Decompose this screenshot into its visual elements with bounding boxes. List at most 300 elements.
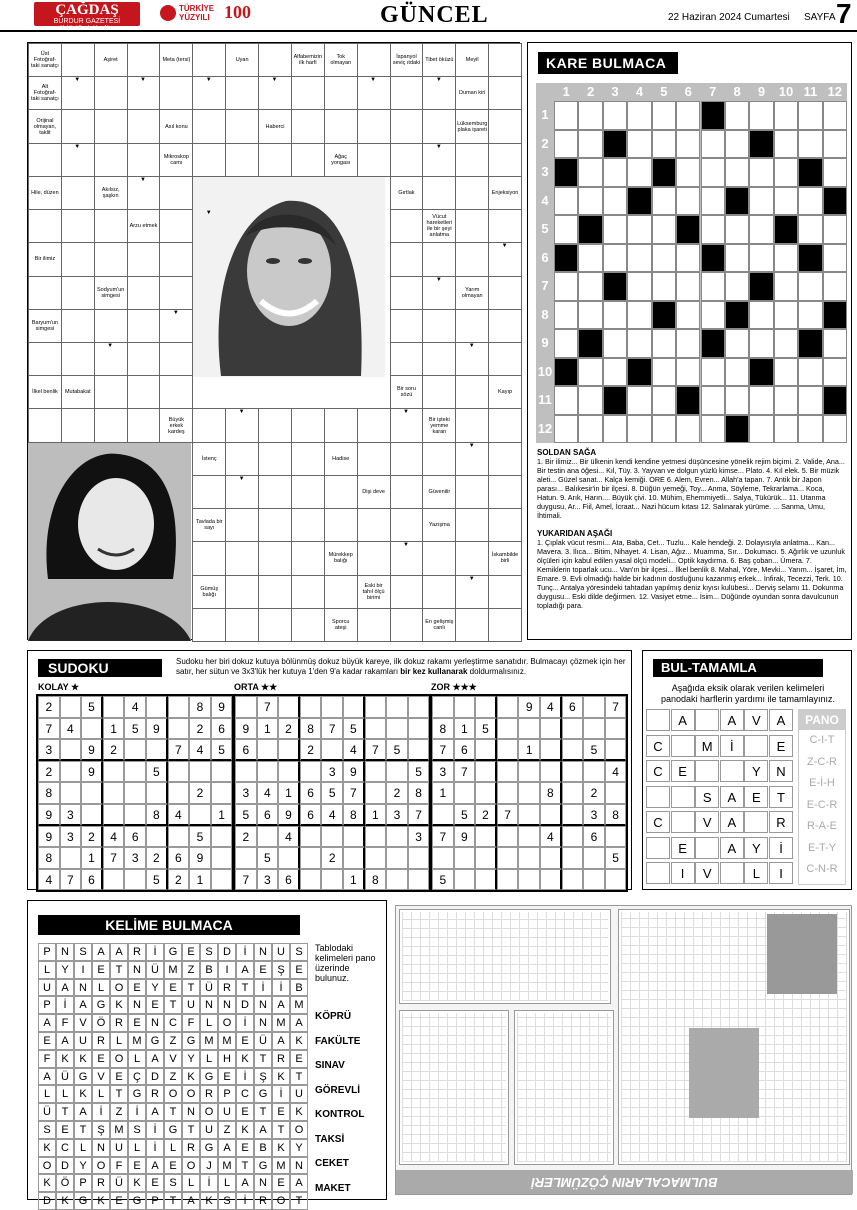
crossword-cell[interactable] bbox=[225, 76, 259, 110]
sudoku-cell[interactable] bbox=[408, 847, 430, 869]
sudoku-cell[interactable] bbox=[540, 869, 562, 891]
word-search-letter[interactable]: D bbox=[218, 943, 236, 961]
word-search-letter[interactable]: L bbox=[182, 1174, 200, 1192]
word-search-letter[interactable]: Y bbox=[56, 961, 74, 979]
bul-cell[interactable] bbox=[671, 811, 695, 833]
kare-cell[interactable] bbox=[725, 101, 749, 130]
crossword-cell[interactable] bbox=[28, 209, 62, 243]
kare-cell[interactable] bbox=[701, 301, 725, 330]
word-search-letter[interactable]: U bbox=[272, 943, 290, 961]
sudoku-cell[interactable] bbox=[562, 804, 584, 826]
sudoku-cell[interactable] bbox=[386, 826, 408, 848]
word-search-letter[interactable]: İ bbox=[236, 1014, 254, 1032]
crossword-cell[interactable] bbox=[455, 408, 489, 442]
sudoku-cell[interactable] bbox=[454, 869, 476, 891]
sudoku-cell[interactable] bbox=[146, 782, 168, 804]
crossword-cell[interactable] bbox=[94, 109, 128, 143]
kare-cell[interactable] bbox=[554, 187, 578, 216]
crossword-cell[interactable] bbox=[455, 541, 489, 575]
sudoku-cell[interactable] bbox=[583, 718, 605, 740]
word-search-letter[interactable]: G bbox=[254, 1157, 272, 1175]
sudoku-cell[interactable] bbox=[562, 826, 584, 848]
sudoku-cell[interactable] bbox=[103, 782, 125, 804]
crossword-cell[interactable] bbox=[455, 508, 489, 542]
word-search-letter[interactable]: L bbox=[38, 961, 56, 979]
word-search-letter[interactable]: P bbox=[38, 996, 56, 1014]
sudoku-cell[interactable] bbox=[321, 869, 343, 891]
kare-cell[interactable] bbox=[652, 215, 676, 244]
word-search-letter[interactable]: G bbox=[200, 1139, 218, 1157]
sudoku-cell[interactable] bbox=[605, 739, 627, 761]
sudoku-cell[interactable] bbox=[475, 847, 497, 869]
word-search-letter[interactable]: O bbox=[200, 1103, 218, 1121]
sudoku-cell[interactable] bbox=[605, 869, 627, 891]
crossword-cell[interactable] bbox=[422, 375, 456, 409]
word-search-letter[interactable]: L bbox=[128, 1139, 146, 1157]
newspaper-logo[interactable] bbox=[34, 2, 140, 31]
word-search-letter[interactable]: R bbox=[128, 943, 146, 961]
crossword-cell[interactable] bbox=[258, 408, 292, 442]
word-search-letter[interactable]: P bbox=[146, 1192, 164, 1210]
kare-cell[interactable] bbox=[823, 244, 847, 273]
kare-cell[interactable] bbox=[749, 386, 773, 415]
sudoku-cell[interactable] bbox=[562, 761, 584, 783]
word-search-letter[interactable]: S bbox=[74, 943, 92, 961]
sudoku-cell[interactable] bbox=[386, 718, 408, 740]
sudoku-cell[interactable] bbox=[211, 826, 233, 848]
word-search-letter[interactable]: M bbox=[110, 1121, 128, 1139]
sudoku-cell[interactable] bbox=[81, 782, 103, 804]
sudoku-cell[interactable] bbox=[60, 782, 82, 804]
crossword-cell[interactable] bbox=[159, 76, 193, 110]
crossword-cell[interactable] bbox=[94, 209, 128, 243]
sudoku-cell[interactable] bbox=[475, 782, 497, 804]
crossword-cell[interactable] bbox=[61, 276, 95, 310]
word-search-letter[interactable]: B bbox=[200, 961, 218, 979]
word-search-letter[interactable]: B bbox=[290, 979, 308, 997]
sudoku-cell[interactable] bbox=[518, 869, 540, 891]
kare-cell[interactable] bbox=[749, 415, 773, 444]
crossword-cell[interactable] bbox=[159, 276, 193, 310]
sudoku-cell[interactable] bbox=[343, 826, 365, 848]
crossword-cell[interactable] bbox=[422, 541, 456, 575]
word-search-letter[interactable]: D bbox=[236, 996, 254, 1014]
sudoku-cell[interactable] bbox=[168, 826, 190, 848]
crossword-cell[interactable] bbox=[61, 209, 95, 243]
word-search-letter[interactable]: Ü bbox=[38, 1103, 56, 1121]
crossword-cell[interactable] bbox=[455, 475, 489, 509]
bul-cell[interactable] bbox=[646, 786, 670, 808]
kare-cell[interactable] bbox=[652, 244, 676, 273]
crossword-cell[interactable] bbox=[28, 342, 62, 376]
kare-cell[interactable] bbox=[749, 187, 773, 216]
kare-cell[interactable] bbox=[578, 158, 602, 187]
word-search-letter[interactable]: M bbox=[164, 961, 182, 979]
sudoku-cell[interactable] bbox=[365, 847, 387, 869]
word-search-letter[interactable]: N bbox=[254, 1174, 272, 1192]
crossword-cell[interactable] bbox=[390, 508, 424, 542]
bul-cell[interactable] bbox=[720, 862, 744, 884]
sudoku-cell[interactable] bbox=[583, 696, 605, 718]
sudoku-cell[interactable] bbox=[518, 804, 540, 826]
word-search-letter[interactable]: İ bbox=[146, 943, 164, 961]
crossword-cell[interactable] bbox=[258, 43, 292, 77]
crossword-cell[interactable] bbox=[324, 575, 358, 609]
sudoku-cell[interactable] bbox=[540, 761, 562, 783]
kare-cell[interactable] bbox=[749, 158, 773, 187]
word-search-letter[interactable]: G bbox=[164, 943, 182, 961]
word-search-letter[interactable]: O bbox=[38, 1157, 56, 1175]
crossword-cell[interactable] bbox=[94, 375, 128, 409]
word-search-letter[interactable]: İ bbox=[128, 1103, 146, 1121]
word-search-letter[interactable]: G bbox=[200, 1068, 218, 1086]
word-search-letter[interactable]: B bbox=[254, 1139, 272, 1157]
sudoku-cell[interactable] bbox=[432, 847, 454, 869]
word-search-letter[interactable]: N bbox=[182, 1103, 200, 1121]
word-search-letter[interactable]: O bbox=[110, 979, 128, 997]
word-search-letter[interactable]: S bbox=[218, 1192, 236, 1210]
word-search-letter[interactable]: O bbox=[272, 1192, 290, 1210]
word-search-letter[interactable]: L bbox=[56, 1085, 74, 1103]
sudoku-cell[interactable] bbox=[189, 804, 211, 826]
sudoku-cell[interactable] bbox=[124, 869, 146, 891]
kare-cell[interactable] bbox=[554, 386, 578, 415]
sudoku-cell[interactable] bbox=[168, 696, 190, 718]
crossword-cell[interactable] bbox=[127, 309, 161, 343]
word-search-letter[interactable]: Y bbox=[182, 1050, 200, 1068]
word-search-letter[interactable]: İ bbox=[236, 943, 254, 961]
kare-cell[interactable] bbox=[725, 272, 749, 301]
kare-cell[interactable] bbox=[554, 130, 578, 159]
word-search-letter[interactable]: R bbox=[146, 1085, 164, 1103]
sudoku-cell[interactable] bbox=[497, 869, 519, 891]
kare-cell[interactable] bbox=[652, 329, 676, 358]
kare-cell[interactable] bbox=[701, 130, 725, 159]
kare-cell[interactable] bbox=[554, 415, 578, 444]
sudoku-cell[interactable] bbox=[124, 804, 146, 826]
crossword-cell[interactable] bbox=[61, 408, 95, 442]
word-search-letter[interactable]: T bbox=[182, 1121, 200, 1139]
crossword-cell[interactable] bbox=[324, 408, 358, 442]
crossword-cell[interactable] bbox=[127, 276, 161, 310]
crossword-cell[interactable] bbox=[258, 442, 292, 476]
kare-cell[interactable] bbox=[798, 130, 822, 159]
sudoku-cell[interactable] bbox=[562, 847, 584, 869]
kare-cell[interactable] bbox=[725, 158, 749, 187]
word-search-letter[interactable]: M bbox=[128, 1032, 146, 1050]
word-search-letter[interactable]: Z bbox=[164, 1068, 182, 1086]
word-search-letter[interactable]: İ bbox=[254, 979, 272, 997]
crossword-cell[interactable] bbox=[422, 309, 456, 343]
crossword-cell[interactable] bbox=[192, 143, 226, 177]
sudoku-cell[interactable] bbox=[475, 869, 497, 891]
word-search-letter[interactable]: Ü bbox=[254, 1032, 272, 1050]
sudoku-cell[interactable] bbox=[103, 869, 125, 891]
sudoku-cell[interactable] bbox=[540, 739, 562, 761]
word-search-letter[interactable]: N bbox=[146, 1014, 164, 1032]
kare-cell[interactable] bbox=[676, 130, 700, 159]
kare-cell[interactable] bbox=[701, 272, 725, 301]
word-search-letter[interactable]: M bbox=[290, 996, 308, 1014]
word-search-letter[interactable]: E bbox=[254, 961, 272, 979]
crossword-cell[interactable] bbox=[390, 575, 424, 609]
word-search-letter[interactable]: Y bbox=[290, 1139, 308, 1157]
word-search-letter[interactable]: G bbox=[92, 996, 110, 1014]
word-search-letter[interactable]: E bbox=[164, 1157, 182, 1175]
word-search-letter[interactable]: L bbox=[92, 979, 110, 997]
word-search-letter[interactable]: K bbox=[236, 1050, 254, 1068]
crossword-cell[interactable] bbox=[455, 176, 489, 210]
kare-cell[interactable] bbox=[578, 386, 602, 415]
word-search-letter[interactable]: G bbox=[164, 1121, 182, 1139]
sudoku-cell[interactable] bbox=[235, 761, 257, 783]
sudoku-cell[interactable] bbox=[365, 761, 387, 783]
bul-cell[interactable] bbox=[646, 709, 670, 731]
sudoku-cell[interactable] bbox=[454, 847, 476, 869]
crossword-cell[interactable] bbox=[61, 109, 95, 143]
word-search-letter[interactable]: R bbox=[92, 1032, 110, 1050]
kare-cell[interactable] bbox=[627, 244, 651, 273]
word-search-letter[interactable]: O bbox=[182, 1157, 200, 1175]
crossword-cell[interactable] bbox=[225, 508, 259, 542]
crossword-cell[interactable] bbox=[28, 143, 62, 177]
sudoku-cell[interactable] bbox=[540, 804, 562, 826]
word-search-letter[interactable]: U bbox=[200, 1121, 218, 1139]
word-search-letter[interactable]: S bbox=[200, 943, 218, 961]
kare-cell[interactable] bbox=[652, 187, 676, 216]
kare-cell[interactable] bbox=[652, 272, 676, 301]
word-search-letter[interactable]: A bbox=[146, 1050, 164, 1068]
kare-cell[interactable] bbox=[798, 101, 822, 130]
word-search-letter[interactable]: T bbox=[74, 1121, 92, 1139]
word-search-letter[interactable]: E bbox=[272, 1174, 290, 1192]
word-search-letter[interactable]: N bbox=[218, 996, 236, 1014]
crossword-cell[interactable] bbox=[291, 575, 325, 609]
sudoku-cell[interactable] bbox=[278, 739, 300, 761]
word-search-letter[interactable]: K bbox=[74, 1085, 92, 1103]
crossword-cell[interactable] bbox=[488, 276, 522, 310]
crossword-cell[interactable] bbox=[357, 143, 391, 177]
sudoku-cell[interactable] bbox=[300, 847, 322, 869]
word-search-letter[interactable]: T bbox=[164, 1192, 182, 1210]
word-search-letter[interactable]: N bbox=[92, 1139, 110, 1157]
word-search-letter[interactable]: R bbox=[200, 1085, 218, 1103]
kare-cell[interactable] bbox=[627, 130, 651, 159]
crossword-cell[interactable] bbox=[127, 43, 161, 77]
word-search-letter[interactable]: U bbox=[38, 979, 56, 997]
crossword-cell[interactable] bbox=[422, 575, 456, 609]
sudoku-cell[interactable] bbox=[257, 826, 279, 848]
sudoku-cell[interactable] bbox=[103, 761, 125, 783]
sudoku-cell[interactable] bbox=[365, 782, 387, 804]
word-search-letter[interactable]: E bbox=[218, 1068, 236, 1086]
crossword-cell[interactable] bbox=[291, 109, 325, 143]
kare-cell[interactable] bbox=[554, 101, 578, 130]
crossword-cell[interactable] bbox=[225, 442, 259, 476]
bul-cell[interactable] bbox=[744, 735, 768, 757]
word-search-letter[interactable]: A bbox=[74, 1103, 92, 1121]
word-search-letter[interactable]: Z bbox=[218, 1121, 236, 1139]
crossword-cell[interactable] bbox=[390, 309, 424, 343]
word-search-letter[interactable]: O bbox=[182, 1085, 200, 1103]
sudoku-cell[interactable] bbox=[518, 782, 540, 804]
crossword-cell[interactable] bbox=[61, 242, 95, 276]
word-search-letter[interactable]: F bbox=[38, 1050, 56, 1068]
crossword-cell[interactable] bbox=[357, 43, 391, 77]
word-search-letter[interactable]: F bbox=[182, 1014, 200, 1032]
sudoku-cell[interactable] bbox=[386, 696, 408, 718]
bul-cell[interactable] bbox=[720, 760, 744, 782]
kare-cell[interactable] bbox=[749, 215, 773, 244]
word-search-letter[interactable]: G bbox=[128, 1085, 146, 1103]
kare-cell[interactable] bbox=[676, 244, 700, 273]
bul-cell[interactable] bbox=[646, 837, 670, 859]
word-search-letter[interactable]: T bbox=[182, 979, 200, 997]
sudoku-cell[interactable] bbox=[605, 826, 627, 848]
word-search-letter[interactable]: N bbox=[290, 1157, 308, 1175]
crossword-cell[interactable] bbox=[390, 143, 424, 177]
word-search-letter[interactable]: A bbox=[272, 996, 290, 1014]
kare-cell[interactable] bbox=[627, 301, 651, 330]
crossword-cell[interactable] bbox=[192, 541, 226, 575]
sudoku-cell[interactable] bbox=[257, 739, 279, 761]
kare-cell[interactable] bbox=[823, 329, 847, 358]
sudoku-cell[interactable] bbox=[540, 847, 562, 869]
word-search-letter[interactable]: V bbox=[92, 1068, 110, 1086]
word-search-letter[interactable]: Ö bbox=[56, 1174, 74, 1192]
word-search-letter[interactable]: Ü bbox=[56, 1068, 74, 1086]
word-search-letter[interactable]: K bbox=[290, 1032, 308, 1050]
kare-cell[interactable] bbox=[578, 415, 602, 444]
word-search-letter[interactable]: Y bbox=[74, 1157, 92, 1175]
word-search-letter[interactable]: E bbox=[92, 1050, 110, 1068]
crossword-cell[interactable] bbox=[225, 575, 259, 609]
kare-cell[interactable] bbox=[798, 272, 822, 301]
word-search-letter[interactable]: K bbox=[272, 1068, 290, 1086]
sudoku-cell[interactable] bbox=[365, 826, 387, 848]
kare-cell[interactable] bbox=[774, 329, 798, 358]
crossword-cell[interactable] bbox=[291, 475, 325, 509]
word-search-letter[interactable]: İ bbox=[146, 1121, 164, 1139]
word-search-letter[interactable]: A bbox=[290, 1174, 308, 1192]
sudoku-cell[interactable] bbox=[124, 782, 146, 804]
word-search-letter[interactable]: G bbox=[182, 1032, 200, 1050]
word-search-letter[interactable]: N bbox=[128, 961, 146, 979]
sudoku-cell[interactable] bbox=[168, 761, 190, 783]
sudoku-cell[interactable] bbox=[408, 718, 430, 740]
crossword-cell[interactable] bbox=[357, 508, 391, 542]
sudoku-cell[interactable] bbox=[300, 761, 322, 783]
crossword-cell[interactable] bbox=[94, 242, 128, 276]
crossword-cell[interactable] bbox=[455, 608, 489, 642]
sudoku-cell[interactable] bbox=[60, 847, 82, 869]
sudoku-cell[interactable] bbox=[386, 869, 408, 891]
sudoku-cell[interactable] bbox=[518, 761, 540, 783]
crossword-cell[interactable] bbox=[488, 76, 522, 110]
word-search-letter[interactable]: T bbox=[236, 1157, 254, 1175]
sudoku-cell[interactable] bbox=[278, 761, 300, 783]
crossword-cell[interactable] bbox=[488, 608, 522, 642]
kare-cell[interactable] bbox=[603, 329, 627, 358]
sudoku-cell[interactable] bbox=[583, 869, 605, 891]
sudoku-cell[interactable] bbox=[146, 696, 168, 718]
kare-cell[interactable] bbox=[823, 358, 847, 387]
sudoku-cell[interactable] bbox=[497, 782, 519, 804]
kare-cell[interactable] bbox=[554, 301, 578, 330]
sudoku-cell[interactable] bbox=[497, 847, 519, 869]
word-search-letter[interactable]: Ö bbox=[92, 1014, 110, 1032]
word-search-letter[interactable]: L bbox=[200, 1050, 218, 1068]
word-search-letter[interactable]: Z bbox=[164, 1032, 182, 1050]
kare-cell[interactable] bbox=[823, 158, 847, 187]
kare-cell[interactable] bbox=[798, 386, 822, 415]
crossword-cell[interactable] bbox=[258, 608, 292, 642]
crossword-cell[interactable] bbox=[94, 76, 128, 110]
crossword-cell[interactable] bbox=[324, 109, 358, 143]
crossword-cell[interactable] bbox=[192, 109, 226, 143]
word-search-letter[interactable]: T bbox=[290, 1192, 308, 1210]
kare-cell[interactable] bbox=[823, 272, 847, 301]
sudoku-cell[interactable] bbox=[540, 718, 562, 740]
word-search-letter[interactable]: İ bbox=[92, 1103, 110, 1121]
sudoku-cell[interactable] bbox=[497, 826, 519, 848]
kare-cell[interactable] bbox=[603, 101, 627, 130]
word-search-letter[interactable]: M bbox=[218, 1157, 236, 1175]
crossword-cell[interactable] bbox=[159, 209, 193, 243]
sudoku-cell[interactable] bbox=[518, 826, 540, 848]
sudoku-cell[interactable] bbox=[124, 761, 146, 783]
sudoku-cell[interactable] bbox=[562, 739, 584, 761]
word-search-letter[interactable]: G bbox=[74, 1192, 92, 1210]
word-search-letter[interactable]: I bbox=[74, 961, 92, 979]
crossword-cell[interactable] bbox=[291, 442, 325, 476]
kare-cell[interactable] bbox=[652, 101, 676, 130]
bul-cell[interactable] bbox=[695, 837, 719, 859]
crossword-cell[interactable] bbox=[357, 541, 391, 575]
crossword-cell[interactable] bbox=[159, 342, 193, 376]
kare-cell[interactable] bbox=[798, 415, 822, 444]
word-search-letter[interactable]: İ bbox=[236, 1068, 254, 1086]
word-search-letter[interactable]: A bbox=[38, 1068, 56, 1086]
sudoku-cell[interactable] bbox=[60, 739, 82, 761]
sudoku-cell[interactable] bbox=[235, 696, 257, 718]
word-search-letter[interactable]: E bbox=[128, 1014, 146, 1032]
sudoku-cell[interactable] bbox=[300, 696, 322, 718]
kare-cell[interactable] bbox=[676, 101, 700, 130]
crossword-cell[interactable] bbox=[28, 276, 62, 310]
sudoku-cell[interactable] bbox=[408, 869, 430, 891]
crossword-cell[interactable] bbox=[94, 309, 128, 343]
sudoku-cell[interactable] bbox=[432, 696, 454, 718]
word-search-letter[interactable]: K bbox=[110, 996, 128, 1014]
sudoku-cell[interactable] bbox=[386, 847, 408, 869]
kare-cell[interactable] bbox=[603, 358, 627, 387]
kare-cell[interactable] bbox=[676, 272, 700, 301]
crossword-cell[interactable] bbox=[455, 209, 489, 243]
sudoku-cell[interactable] bbox=[189, 761, 211, 783]
word-search-letter[interactable]: K bbox=[290, 1103, 308, 1121]
word-search-letter[interactable]: S bbox=[290, 943, 308, 961]
crossword-cell[interactable] bbox=[488, 442, 522, 476]
word-search-letter[interactable]: U bbox=[182, 996, 200, 1014]
sudoku-cell[interactable] bbox=[81, 804, 103, 826]
word-search-letter[interactable]: A bbox=[56, 1032, 74, 1050]
kare-cell[interactable] bbox=[603, 244, 627, 273]
word-search-letter[interactable]: E bbox=[182, 943, 200, 961]
kare-cell[interactable] bbox=[823, 415, 847, 444]
word-search-letter[interactable]: A bbox=[236, 1174, 254, 1192]
word-search-letter[interactable]: N bbox=[128, 996, 146, 1014]
